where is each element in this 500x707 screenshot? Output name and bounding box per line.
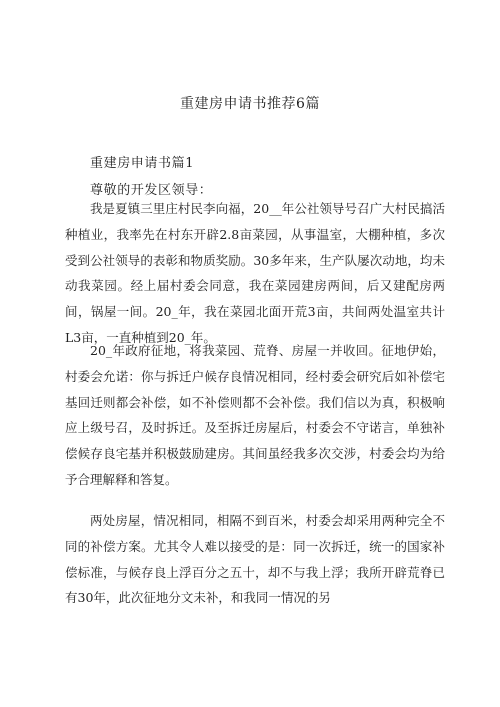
body-paragraph-1: 我是夏镇三里庄村民李向福，20__年公社领导号召广大村民搞活种植业，我率先在村东开辟2.8亩菜园，从事温室，大棚种植，多次受到公社领导的表彰和物质奖励。30多年来，生产队屡次动地，均未动我菜园。经上届村委会同意，我在菜园建房两间，后又建配房两间，锅屋一间。20_年，我在菜园北面开荒3亩，共间两处温室共计L3亩，一直种植到20_年。: [65, 201, 445, 345]
section-heading: 重建房申请书篇1: [90, 156, 195, 171]
body-paragraph-3: 两处房屋，情况相同，相隔不到百米，村委会却采用两种完全不同的补偿方案。尤其令人难以接受的是：同一次拆迁，统一的国家补偿标准，与候存良上浮百分之五十，却不与我上浮；我所开辟荒脊已有30年，此次征地分文未补，和我同一情况的另: [65, 513, 445, 606]
body-paragraph-2: 20_年政府征地，将我菜园、荒脊、房屋一并收回。征地伊始，村委会允诺：你与拆迁户候存良情况相同，经村委会研究后如补偿宅基回迁则都会补偿，如不补偿则都不会补偿。我们信以为真，积极响应上级号召，及时拆迁。及至拆迁房屋后，村委会不守诺言，单独补偿候存良宅基并积极鼓励建房。其间虽经我多次交涉，村委会均为给予合理解释和答复。: [65, 343, 445, 487]
salutation: 尊敬的开发区领导：: [90, 183, 213, 198]
document-title: 重建房申请书推荐6篇: [180, 96, 320, 112]
